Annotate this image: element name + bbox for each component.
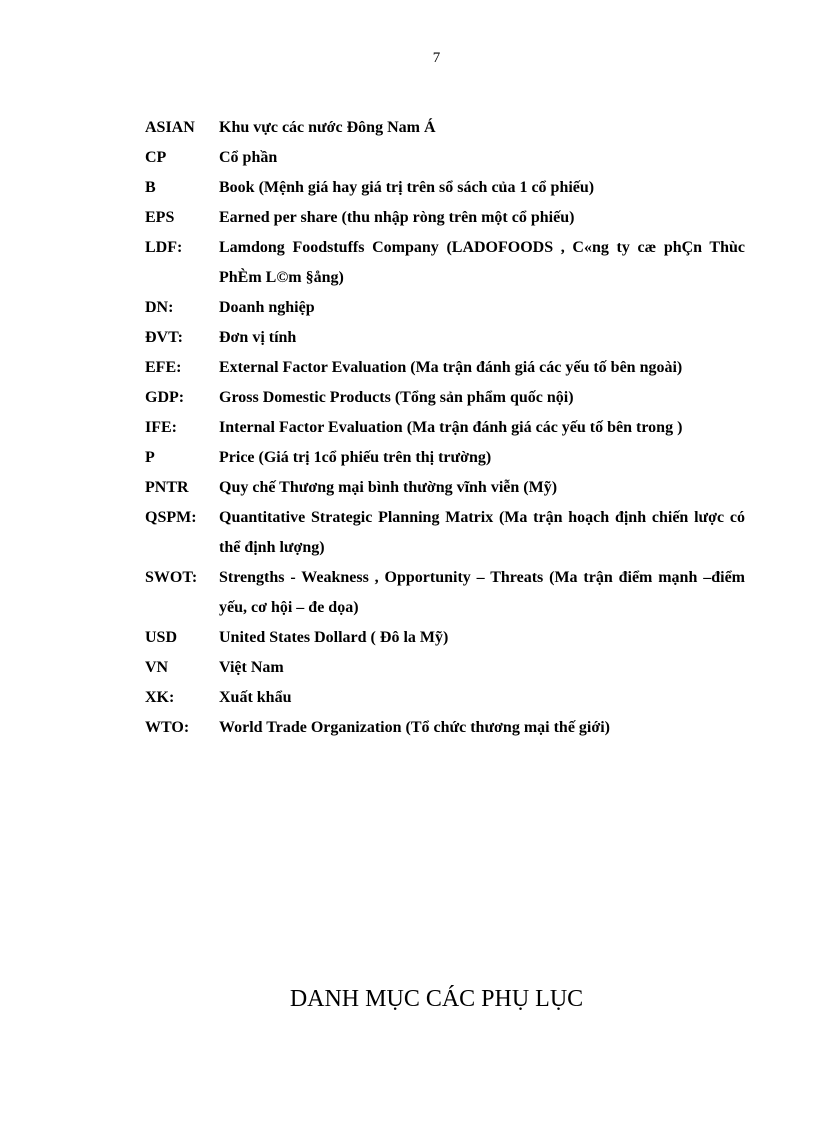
abbreviation-term: LDF: <box>145 239 183 256</box>
abbreviation-term: EPS <box>145 209 175 226</box>
abbreviation-entry <box>145 203 745 233</box>
abbreviation-term: ĐVT: <box>145 329 183 346</box>
abbreviation-entry <box>145 353 745 383</box>
abbreviation-definition: Earned per share (thu nhập ròng trên một cổ phiếu) <box>219 209 575 226</box>
abbreviation-term: VN <box>145 659 169 676</box>
abbreviation-entry <box>145 113 745 143</box>
abbreviation-definition: Đơn vị tính <box>219 329 297 346</box>
abbreviation-entry <box>145 413 745 443</box>
abbreviation-entry <box>145 623 745 653</box>
abbreviation-entry <box>145 443 745 473</box>
abbreviation-definition: United States Dollard ( Đô la Mỹ) <box>219 629 449 646</box>
abbreviation-definition: Book (Mệnh giá hay giá trị trên sổ sách của 1 cổ phiếu) <box>219 179 595 196</box>
abbreviation-definition: External Factor Evaluation (Ma trận đánh giá các yếu tố bên ngoài) <box>219 359 683 376</box>
page-number: 7 <box>432 50 441 66</box>
abbreviation-term: CP <box>145 149 167 166</box>
abbreviation-entry <box>145 473 745 503</box>
abbreviation-term: WTO: <box>145 719 190 736</box>
abbreviation-entry <box>145 563 745 623</box>
abbreviation-definition: Cổ phần <box>219 149 278 166</box>
abbreviation-list <box>145 113 745 743</box>
abbreviation-definition: Gross Domestic Products (Tổng sản phẩm quốc nội) <box>219 389 574 406</box>
abbreviation-entry <box>145 713 745 743</box>
abbreviation-term: B <box>145 179 156 196</box>
abbreviation-entry <box>145 683 745 713</box>
abbreviation-entry <box>145 323 745 353</box>
abbreviation-definition: Internal Factor Evaluation (Ma trận đánh giá các yếu tố bên trong ) <box>219 419 683 436</box>
abbreviation-definition: Lamdong Foodstuffs Company (LADOFOODS , C«ng ty cæ phÇn Thùc PhÈm L©m §ång) <box>219 239 745 286</box>
abbreviation-definition: Price (Giá trị 1cổ phiếu trên thị trường) <box>219 449 492 466</box>
abbreviation-term: XK: <box>145 689 175 706</box>
abbreviation-entry <box>145 233 745 293</box>
abbreviation-term: DN: <box>145 299 174 316</box>
abbreviation-entry <box>145 143 745 173</box>
abbreviation-term: QSPM: <box>145 509 197 526</box>
abbreviation-term: IFE: <box>145 419 177 436</box>
abbreviation-definition: Việt Nam <box>219 659 284 676</box>
abbreviation-term: EFE: <box>145 359 182 376</box>
abbreviation-term: ASIAN <box>145 119 195 136</box>
abbreviation-entry <box>145 503 745 563</box>
abbreviation-definition: Xuất khẩu <box>219 689 292 706</box>
abbreviation-definition: Khu vực các nước Đông Nam Á <box>219 119 436 136</box>
abbreviation-definition: Quantitative Strategic Planning Matrix (Ma trận hoạch định chiến lược có thể định lượng) <box>219 509 745 556</box>
abbreviation-definition: Quy chế Thương mại bình thường vĩnh viễn (Mỹ) <box>219 479 558 496</box>
abbreviation-definition: World Trade Organization (Tổ chức thương mại thế giới) <box>219 719 610 736</box>
abbreviation-term: USD <box>145 629 178 646</box>
abbreviation-definition: Strengths - Weakness , Opportunity – Threats (Ma trận điểm mạnh –điểm yếu, cơ hội – đe dọa) <box>219 569 745 616</box>
abbreviation-term: PNTR <box>145 479 189 496</box>
abbreviation-entry <box>145 173 745 203</box>
section-title: DANH MỤC CÁC PHỤ LỤC <box>289 986 584 1012</box>
abbreviation-definition: Doanh nghiệp <box>219 299 315 316</box>
abbreviation-term: GDP: <box>145 389 185 406</box>
abbreviation-term: P <box>145 449 155 466</box>
abbreviation-entry <box>145 653 745 683</box>
abbreviation-entry <box>145 383 745 413</box>
abbreviation-entry <box>145 293 745 323</box>
abbreviation-term: SWOT: <box>145 569 198 586</box>
